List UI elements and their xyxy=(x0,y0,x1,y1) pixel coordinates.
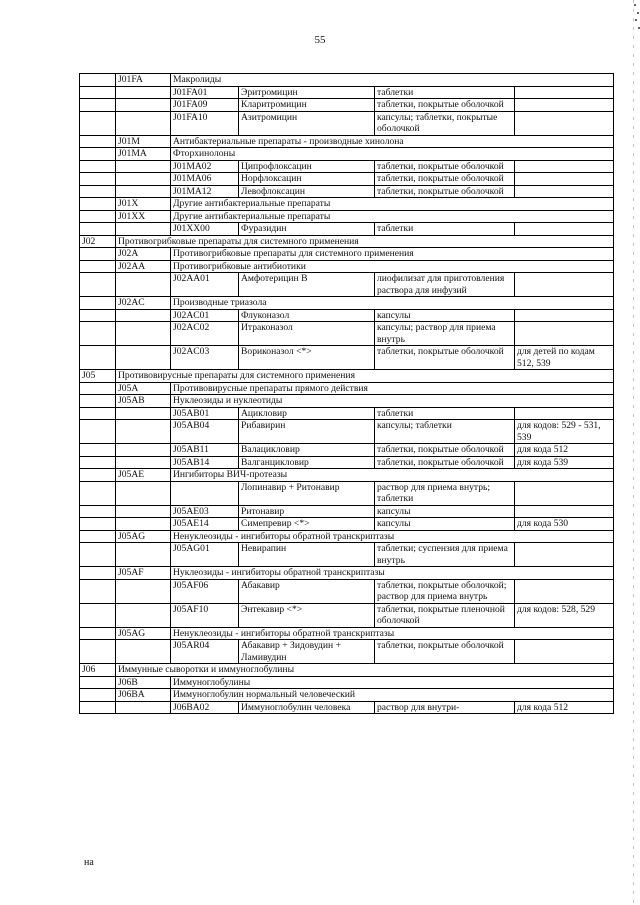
dosage-form-cell: капсулы xyxy=(375,505,515,518)
atc-code-cell: J05AF06 xyxy=(171,579,239,603)
empty-cell xyxy=(116,456,171,469)
group-name-cell: Нуклеозиды и нуклеотиды xyxy=(171,395,614,408)
drug-name-cell: Валганцикловир xyxy=(239,456,375,469)
table-row xyxy=(80,627,614,640)
atc-code-cell: J02AA01 xyxy=(171,273,239,297)
note-cell xyxy=(515,543,614,567)
group-name-cell: Антибактериальные препараты - производные хинолона xyxy=(171,135,614,148)
empty-cell xyxy=(80,530,116,543)
atc-code-cell: J01FA10 xyxy=(171,111,239,135)
table-row xyxy=(80,689,614,702)
group-code-cell: J02AC xyxy=(116,297,171,310)
empty-cell xyxy=(116,543,171,567)
empty-cell xyxy=(116,640,171,664)
atc-code-cell: J05AB14 xyxy=(171,456,239,469)
atc-code-cell: J05AG01 xyxy=(171,543,239,567)
group-code-cell: J06B xyxy=(116,676,171,689)
dosage-form-cell: таблетки, покрытые оболочкой xyxy=(375,99,515,112)
empty-cell xyxy=(80,111,116,135)
table-row xyxy=(80,111,614,135)
group-name-cell: Ненуклеозиды - ингибиторы обратной транскриптазы xyxy=(171,627,614,640)
empty-cell xyxy=(116,185,171,198)
note-cell xyxy=(515,481,614,505)
table-row xyxy=(80,99,614,112)
note-cell xyxy=(515,273,614,297)
note-cell xyxy=(515,407,614,420)
group-code-cell: J01XX xyxy=(116,210,171,223)
note-cell: для кодов: 528, 529 xyxy=(515,603,614,627)
main-name-cell: Иммунные сыворотки и иммуноглобулины xyxy=(116,664,614,677)
empty-cell xyxy=(116,579,171,603)
table-row xyxy=(80,160,614,173)
drug-name-cell: Рибавирин xyxy=(239,420,375,444)
drug-name-cell: Амфотерицин В xyxy=(239,273,375,297)
atc-code-cell: J05AE14 xyxy=(171,518,239,531)
empty-cell xyxy=(80,567,116,580)
empty-cell xyxy=(80,297,116,310)
empty-cell xyxy=(80,676,116,689)
empty-cell xyxy=(80,346,116,370)
note-cell xyxy=(515,640,614,664)
drug-name-cell: Невирапин xyxy=(239,543,375,567)
table-row xyxy=(80,198,614,211)
empty-cell xyxy=(116,407,171,420)
empty-cell xyxy=(116,701,171,714)
table-row xyxy=(80,420,614,444)
group-code-cell: J05AB xyxy=(116,395,171,408)
dosage-form-cell: таблетки xyxy=(375,86,515,99)
drug-list-table xyxy=(79,73,614,714)
note-cell: для кодов: 529 - 531, 539 xyxy=(515,420,614,444)
dosage-form-cell: капсулы; раствор для приема внутрь xyxy=(375,322,515,346)
main-name-cell: Противовирусные препараты для системного применения xyxy=(116,370,614,383)
drug-name-cell: Эритромицин xyxy=(239,86,375,99)
table-row xyxy=(80,518,614,531)
table-row xyxy=(80,346,614,370)
empty-cell xyxy=(116,505,171,518)
main-name-cell: Противогрибковые препараты для системного применения xyxy=(116,235,614,248)
dosage-form-cell: таблетки xyxy=(375,407,515,420)
dosage-form-cell: таблетки, покрытые оболочкой xyxy=(375,185,515,198)
empty-cell xyxy=(80,74,116,87)
empty-cell xyxy=(80,505,116,518)
empty-cell xyxy=(80,273,116,297)
note-cell xyxy=(515,99,614,112)
note-cell xyxy=(515,173,614,186)
note-cell: для кода 512 xyxy=(515,444,614,457)
dosage-form-cell: таблетки, покрытые оболочкой xyxy=(375,160,515,173)
empty-cell xyxy=(116,160,171,173)
empty-cell xyxy=(116,603,171,627)
table-row xyxy=(80,74,614,87)
drug-name-cell: Левофлоксацин xyxy=(239,185,375,198)
empty-cell xyxy=(80,701,116,714)
group-code-cell: J01X xyxy=(116,198,171,211)
note-cell xyxy=(515,185,614,198)
table-row xyxy=(80,407,614,420)
empty-cell xyxy=(80,198,116,211)
drug-name-cell: Норфлоксацин xyxy=(239,173,375,186)
table-row xyxy=(80,382,614,395)
empty-cell xyxy=(80,603,116,627)
group-name-cell: Противогрибковые антибиотики xyxy=(171,260,614,273)
atc-code-cell: J02AC03 xyxy=(171,346,239,370)
table-row xyxy=(80,322,614,346)
table-row xyxy=(80,469,614,482)
empty-cell xyxy=(80,518,116,531)
empty-cell xyxy=(80,160,116,173)
drug-name-cell: Вориконазол <*> xyxy=(239,346,375,370)
group-code-cell: J01MA xyxy=(116,148,171,161)
empty-cell xyxy=(80,456,116,469)
group-name-cell: Нуклеозиды - ингибиторы обратной транскриптазы xyxy=(171,567,614,580)
empty-cell xyxy=(116,322,171,346)
note-cell xyxy=(515,309,614,322)
table-row xyxy=(80,210,614,223)
scan-noise xyxy=(632,0,640,40)
dosage-form-cell: капсулы; таблетки xyxy=(375,420,515,444)
empty-cell xyxy=(80,481,116,505)
empty-cell xyxy=(80,382,116,395)
dosage-form-cell: капсулы; таблетки, покрытые оболочкой xyxy=(375,111,515,135)
empty-cell xyxy=(116,346,171,370)
group-name-cell: Иммуноглобулин нормальный человеческий xyxy=(171,689,614,702)
empty-cell xyxy=(80,148,116,161)
empty-cell xyxy=(80,444,116,457)
drug-name-cell: Абакавир xyxy=(239,579,375,603)
group-code-cell: J05AG xyxy=(116,530,171,543)
group-code-cell: J05AF xyxy=(116,567,171,580)
dosage-form-cell: таблетки, покрытые оболочкой xyxy=(375,456,515,469)
table-row xyxy=(80,444,614,457)
drug-name-cell: Ацикловир xyxy=(239,407,375,420)
table-row xyxy=(80,530,614,543)
empty-cell xyxy=(80,395,116,408)
table-row xyxy=(80,603,614,627)
group-code-cell: J06BA xyxy=(116,689,171,702)
dosage-form-cell: раствор для внутри- xyxy=(375,701,515,714)
dosage-form-cell: таблетки; суспензия для приема внутрь xyxy=(375,543,515,567)
empty-cell xyxy=(80,579,116,603)
empty-cell xyxy=(116,444,171,457)
empty-cell xyxy=(116,223,171,236)
empty-cell xyxy=(116,86,171,99)
group-name-cell: Ингибиторы ВИЧ-протеазы xyxy=(171,469,614,482)
group-code-cell: J05AG xyxy=(116,627,171,640)
dosage-form-cell: таблетки, покрытые оболочкой xyxy=(375,173,515,186)
empty-cell xyxy=(116,111,171,135)
atc-code-cell: J01MA12 xyxy=(171,185,239,198)
drug-name-cell: Азитромицин xyxy=(239,111,375,135)
empty-cell xyxy=(80,640,116,664)
atc-code-cell: J05AE03 xyxy=(171,505,239,518)
table-row xyxy=(80,235,614,248)
group-name-cell: Макролиды xyxy=(171,74,614,87)
table-row xyxy=(80,135,614,148)
dosage-form-cell: таблетки, покрытые оболочкой; раствор для приема внутрь xyxy=(375,579,515,603)
table-row xyxy=(80,148,614,161)
drug-name-cell: Симепревир <*> xyxy=(239,518,375,531)
table-row xyxy=(80,567,614,580)
group-code-cell: J05AE xyxy=(116,469,171,482)
note-cell: для кода 512 xyxy=(515,701,614,714)
empty-cell xyxy=(80,210,116,223)
empty-cell xyxy=(80,223,116,236)
group-code-cell: J01FA xyxy=(116,74,171,87)
atc-code-cell: J02AC01 xyxy=(171,309,239,322)
group-name-cell: Другие антибактериальные препараты xyxy=(171,198,614,211)
empty-cell xyxy=(80,407,116,420)
group-name-cell: Иммуноглобулины xyxy=(171,676,614,689)
drug-name-cell: Абакавир + Зидовудин + Ламивудин xyxy=(239,640,375,664)
note-cell xyxy=(515,505,614,518)
main-code-cell: J06 xyxy=(80,664,116,677)
group-code-cell: J01M xyxy=(116,135,171,148)
table-row xyxy=(80,664,614,677)
atc-code-cell: J05AR04 xyxy=(171,640,239,664)
drug-name-cell: Иммуноглобулин человека xyxy=(239,701,375,714)
empty-cell xyxy=(116,273,171,297)
main-code-cell: J02 xyxy=(80,235,116,248)
empty-cell xyxy=(80,627,116,640)
table-row xyxy=(80,579,614,603)
note-cell: для кода 539 xyxy=(515,456,614,469)
drug-name-cell: Итраконазол xyxy=(239,322,375,346)
atc-code-cell: J05AB04 xyxy=(171,420,239,444)
note-cell: для детей по кодам 512, 539 xyxy=(515,346,614,370)
atc-code-cell: J02AC02 xyxy=(171,322,239,346)
empty-cell xyxy=(80,185,116,198)
table-row xyxy=(80,395,614,408)
empty-cell xyxy=(80,543,116,567)
dosage-form-cell: таблетки xyxy=(375,223,515,236)
drug-name-cell: Кларитромицин xyxy=(239,99,375,112)
atc-code-cell: J06BA02 xyxy=(171,701,239,714)
drug-name-cell: Валацикловир xyxy=(239,444,375,457)
table-row xyxy=(80,543,614,567)
empty-cell xyxy=(80,322,116,346)
atc-code-cell: J05AB01 xyxy=(171,407,239,420)
dosage-form-cell: таблетки, покрытые оболочкой xyxy=(375,444,515,457)
dosage-form-cell: капсулы xyxy=(375,309,515,322)
group-name-cell: Фторхинолоны xyxy=(171,148,614,161)
note-cell xyxy=(515,86,614,99)
group-code-cell: J05A xyxy=(116,382,171,395)
atc-code-cell: J01FA01 xyxy=(171,86,239,99)
dosage-form-cell: таблетки, покрытые пленочной оболочкой xyxy=(375,603,515,627)
group-name-cell: Производные триазола xyxy=(171,297,614,310)
table-row xyxy=(80,223,614,236)
empty-cell xyxy=(116,481,171,505)
empty-cell xyxy=(116,173,171,186)
group-code-cell: J02A xyxy=(116,248,171,261)
table-row xyxy=(80,370,614,383)
table-row xyxy=(80,309,614,322)
atc-code-cell: J01FA09 xyxy=(171,99,239,112)
scan-edge-artifact xyxy=(633,0,634,905)
atc-code-cell: J05AB11 xyxy=(171,444,239,457)
table-row xyxy=(80,456,614,469)
note-cell xyxy=(515,322,614,346)
atc-code-cell: J01MA02 xyxy=(171,160,239,173)
drug-name-cell: Ципрофлоксацин xyxy=(239,160,375,173)
dosage-form-cell: лиофилизат для приготовления раствора для инфузий xyxy=(375,273,515,297)
table-row xyxy=(80,640,614,664)
atc-code-cell xyxy=(171,481,239,505)
dosage-form-cell: таблетки, покрытые оболочкой xyxy=(375,346,515,370)
empty-cell xyxy=(80,309,116,322)
table-row xyxy=(80,248,614,261)
empty-cell xyxy=(80,173,116,186)
table-row xyxy=(80,701,614,714)
empty-cell xyxy=(80,135,116,148)
empty-cell xyxy=(80,99,116,112)
table-row xyxy=(80,481,614,505)
empty-cell xyxy=(116,99,171,112)
main-code-cell: J05 xyxy=(80,370,116,383)
footer-mark: на xyxy=(84,857,94,868)
empty-cell xyxy=(80,469,116,482)
table-row xyxy=(80,86,614,99)
note-cell xyxy=(515,223,614,236)
empty-cell xyxy=(116,309,171,322)
dosage-form-cell: капсулы xyxy=(375,518,515,531)
group-name-cell: Противовирусные препараты прямого действия xyxy=(171,382,614,395)
drug-name-cell: Флуконазол xyxy=(239,309,375,322)
table-row xyxy=(80,676,614,689)
group-name-cell: Ненуклеозиды - ингибиторы обратной транскриптазы xyxy=(171,530,614,543)
group-code-cell: J02AA xyxy=(116,260,171,273)
dosage-form-cell: таблетки, покрытые оболочкой xyxy=(375,640,515,664)
table-row xyxy=(80,273,614,297)
empty-cell xyxy=(116,518,171,531)
note-cell: для кода 530 xyxy=(515,518,614,531)
table-row xyxy=(80,505,614,518)
empty-cell xyxy=(116,420,171,444)
drug-name-cell: Лопинавир + Ритонавир xyxy=(239,481,375,505)
table-row xyxy=(80,173,614,186)
table-row xyxy=(80,185,614,198)
atc-code-cell: J01XX00 xyxy=(171,223,239,236)
group-name-cell: Другие антибактериальные препараты xyxy=(171,210,614,223)
drug-name-cell: Фуразидин xyxy=(239,223,375,236)
drug-name-cell: Ритонавир xyxy=(239,505,375,518)
table-row xyxy=(80,297,614,310)
table-row xyxy=(80,260,614,273)
page-number: 55 xyxy=(314,34,326,46)
note-cell xyxy=(515,579,614,603)
note-cell xyxy=(515,160,614,173)
empty-cell xyxy=(80,689,116,702)
atc-code-cell: J05AF10 xyxy=(171,603,239,627)
drug-name-cell: Энтекавир <*> xyxy=(239,603,375,627)
group-name-cell: Противогрибковые препараты для системного применения xyxy=(171,248,614,261)
empty-cell xyxy=(80,86,116,99)
dosage-form-cell: раствор для приема внутрь; таблетки xyxy=(375,481,515,505)
empty-cell xyxy=(80,260,116,273)
empty-cell xyxy=(80,420,116,444)
note-cell xyxy=(515,111,614,135)
empty-cell xyxy=(80,248,116,261)
atc-code-cell: J01MA06 xyxy=(171,173,239,186)
